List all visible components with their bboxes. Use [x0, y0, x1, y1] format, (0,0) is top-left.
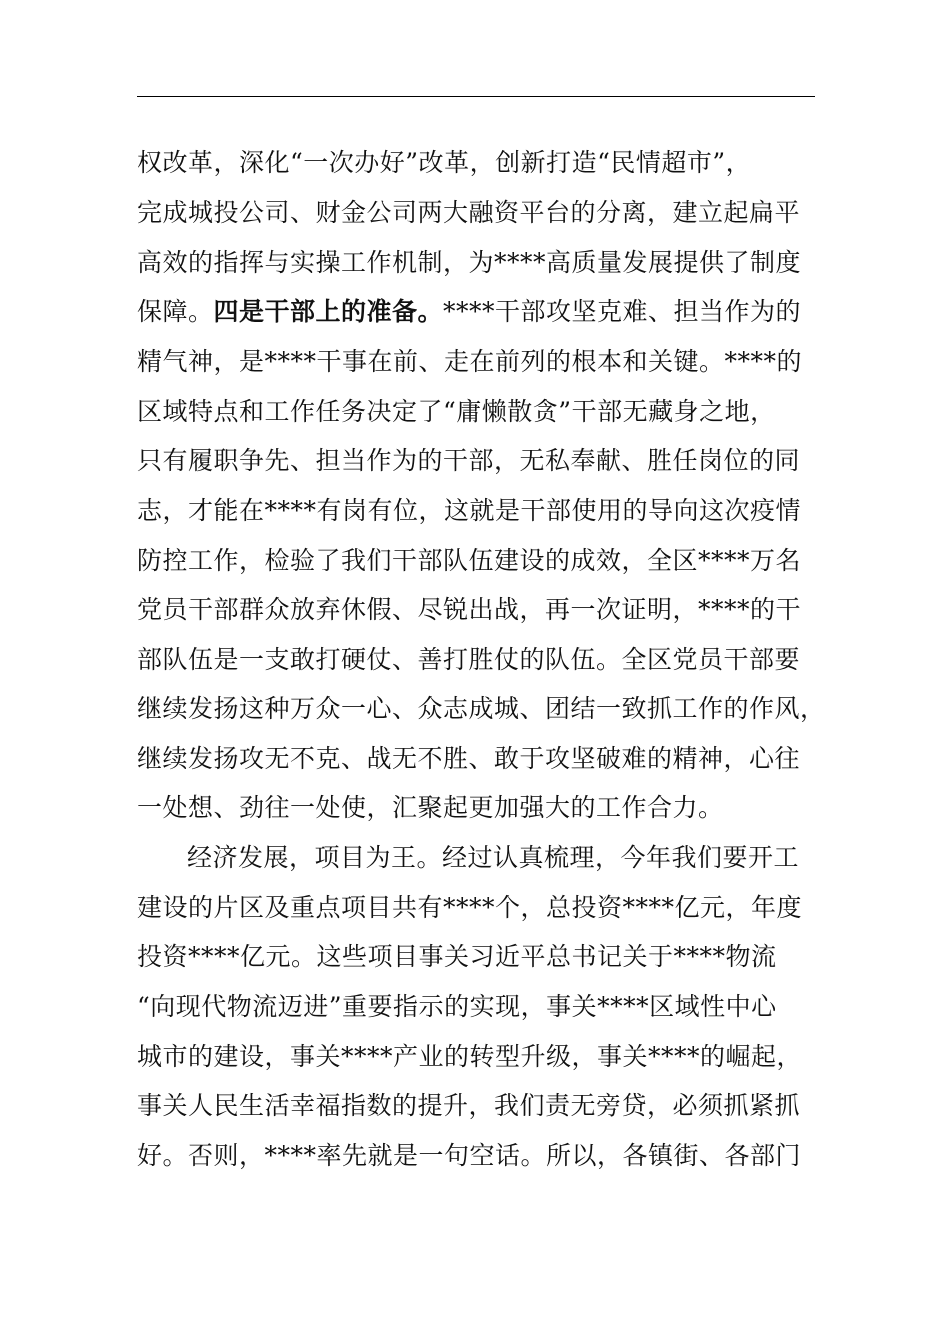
text-line: 区域特点和工作任务决定了“庸懒散贪”干部无藏身之地，: [137, 397, 776, 426]
text-line: “向现代物流迈进”重要指示的实现，事关****区域性中心: [137, 992, 777, 1021]
text-line-with-heading: [137, 287, 801, 337]
text-line: 继续发扬攻无不克、战无不胜、敢于攻坚破难的精神，心往: [137, 744, 801, 773]
text-line: 防控工作，检验了我们干部队伍建设的成效，全区****万名: [137, 546, 802, 575]
text-run: ****干部攻坚克难、担当作为的: [443, 297, 802, 326]
header-rule: [137, 96, 815, 97]
text-run: 保障。: [137, 297, 214, 326]
text-line: 一处想、劲往一处使，汇聚起更加强大的工作合力。: [137, 793, 724, 822]
text-line: 权改革，深化“一次办好”改革，创新打造“民情超市”，: [137, 148, 752, 177]
text-line: 好。否则，****率先就是一句空话。所以，各镇街、各部门: [137, 1141, 802, 1170]
text-line: 精气神，是****干事在前、走在前列的根本和关键。****的: [137, 347, 803, 376]
text-line: 志，才能在****有岗有位，这就是干部使用的导向这次疫情: [137, 496, 802, 525]
text-line: 党员干部群众放弃休假、尽锐出战，再一次证明，****的干: [137, 595, 802, 624]
text-line: 城市的建设，事关****产业的转型升级，事关****的崛起，: [137, 1042, 803, 1071]
text-line: 继续发扬这种万众一心、众志成城、团结一致抓工作的作风，: [137, 694, 826, 723]
text-line: 投资****亿元。这些项目事关习近平总书记关于****物流: [137, 942, 777, 971]
paragraph-first-line: 经济发展，项目为王。经过认真梳理，今年我们要开工: [187, 843, 800, 872]
text-line: 只有履职争先、担当作为的干部，无私奉献、胜任岗位的同: [137, 446, 801, 475]
text-line: 完成城投公司、财金公司两大融资平台的分离，建立起扁平: [137, 198, 801, 227]
text-line: 高效的指挥与实操工作机制，为****高质量发展提供了制度: [137, 248, 802, 277]
text-line: 事关人民生活幸福指数的提升，我们责无旁贷，必须抓紧抓: [137, 1091, 801, 1120]
text-line: 建设的片区及重点项目共有****个，总投资****亿元，年度: [137, 893, 803, 922]
text-line: 部队伍是一支敢打硬仗、善打胜仗的队伍。全区党员干部要: [137, 645, 801, 674]
bold-heading: 四是干部上的准备。: [213, 297, 444, 326]
